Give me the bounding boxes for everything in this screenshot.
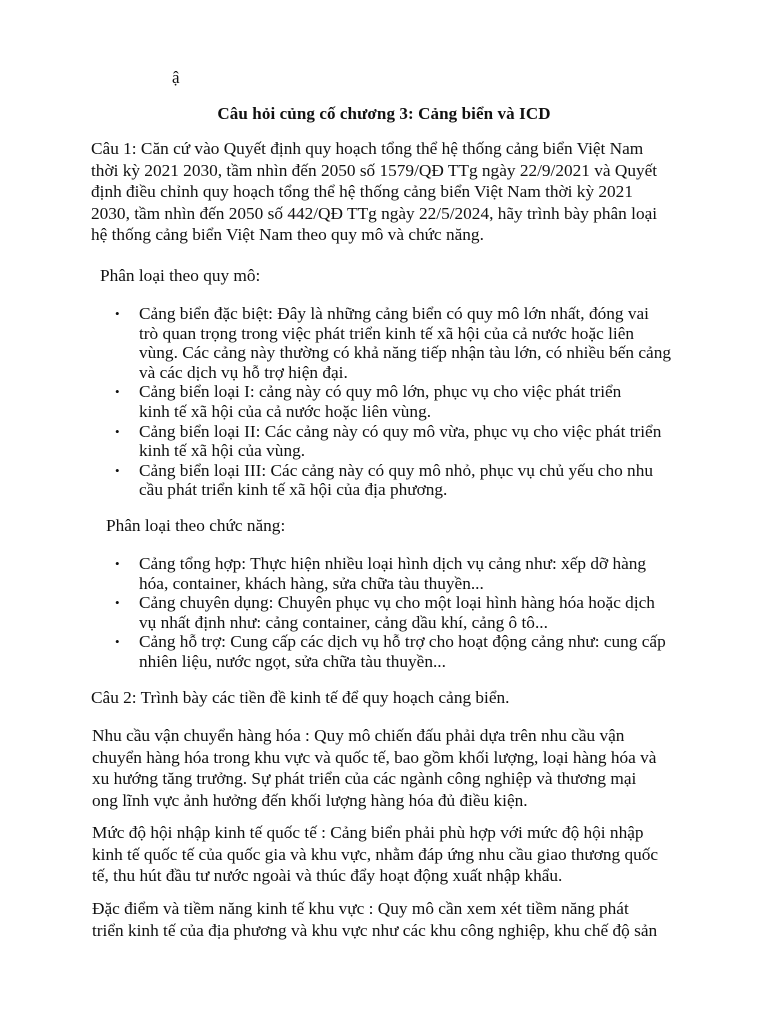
list-item-line: hóa, container, khách hàng, sửa chữa tàu thuyền... [139,573,484,593]
section-heading-scale: Phân loại theo quy mô: [100,266,261,285]
scale-list [115,304,672,500]
section-heading-function: Phân loại theo chức năng: [106,516,286,535]
stray-character: ậ [172,68,180,87]
list-item-line: Cảng tổng hợp: Thực hiện nhiều loại hình dịch vụ cảng như: xếp dỡ hàng [139,554,647,573]
list-item [115,632,666,671]
list-item [115,460,671,500]
paragraph-line: triển kinh tế của địa phương và khu vực như các khu công nghiệp, khu chế độ sản [92,920,658,940]
bullet-icon: • [115,556,120,571]
paragraph-line: tế, thu hút đầu tư nước ngoài và thúc đẩy hoạt động xuất nhập khẩu. [92,866,563,885]
question-1-line: 2030, tầm nhìn đến 2050 số 442/QĐ TTg ngày 22/5/2024, hãy trình bày phân loại [91,203,658,223]
bullet-icon: • [115,306,120,321]
question-1-line: Câu 1: Căn cứ vào Quyết định quy hoạch tổng thể hệ thống cảng biển Việt Nam [91,139,644,158]
paragraph-regional-potential [92,898,657,941]
list-item-line: Cảng biển loại II: Các cảng này có quy mô vừa, phục vụ cho việc phát triển [139,421,662,441]
question-1-line: định điều chỉnh quy hoạch tổng thể hệ thống cảng biển Việt Nam thời kỳ 2021 [91,182,633,201]
list-item-line: Cảng biển đặc biệt: Đây là những cảng biển có quy mô lớn nhất, đóng vai [139,304,649,323]
paragraph-line: ong lĩnh vực ảnh hưởng đến khối lượng hàng hóa đủ điều kiện. [92,790,528,810]
list-item-line: nhiên liệu, nước ngọt, sửa chữa tàu thuyền... [139,651,446,671]
bullet-icon: • [115,634,120,650]
list-item [115,382,671,421]
list-item-line: Cảng chuyên dụng: Chuyên phục vụ cho một loại hình hàng hóa hoặc dịch [139,593,655,613]
paragraph-line: xu hướng tăng trưởng. Sự phát triển của các ngành công nghiệp và thương mại [92,769,637,788]
paragraph-line: kinh tế quốc tế của quốc gia và khu vực, nhằm đáp ứng nhu cầu giao thương quốc [92,844,659,864]
paragraph-line: Mức độ hội nhập kinh tế quốc tế : Cảng biển phải phù hợp với mức độ hội nhập [92,823,644,842]
bullet-icon: • [115,595,120,611]
paragraph-line: Nhu cầu vận chuyển hàng hóa : Quy mô chiến đấu phải dựa trên nhu cầu vận [92,726,625,745]
list-item-line: trò quan trọng trong việc phát triển kinh tế xã hội của cả nước hoặc liên [139,323,635,343]
list-item-line: và các dịch vụ hỗ trợ hiện đại. [139,362,348,382]
list-item-line: Cảng hỗ trợ: Cung cấp các dịch vụ hỗ trợ cho hoạt động cảng như: cung cấp [139,632,666,652]
bullet-icon: • [115,384,120,400]
list-item-line: kinh tế xã hội của vùng. [139,441,306,461]
bullet-icon: • [115,462,120,478]
paragraph-line: chuyển hàng hóa trong khu vực và quốc tế, bao gồm khối lượng, loại hàng hóa và [92,747,657,767]
list-item [115,593,666,632]
list-item-line: cầu phát triển kinh tế xã hội của địa phương. [139,480,448,500]
list-item [115,304,672,382]
paragraph-line: Đặc điểm và tiềm năng kinh tế khu vực : Quy mô cần xem xét tiềm năng phát [92,899,629,918]
function-list [115,554,666,672]
bullet-icon: • [115,423,120,439]
paragraph-economic-integration [92,822,658,887]
question-2: Câu 2: Trình bày các tiền đề kinh tế để quy hoạch cảng biển. [91,688,510,707]
list-item-line: vụ nhất định như: cảng container, cảng dầu khí, cảng ô tô... [139,612,548,632]
list-item-line: vùng. Các cảng này thường có khả năng tiếp nhận tàu lớn, có nhiều bến cảng [139,343,672,363]
question-1 [91,138,657,246]
list-item-line: kinh tế xã hội của cả nước hoặc liên vùng. [139,401,432,421]
question-1-line: hệ thống cảng biển Việt Nam theo quy mô và chức năng. [91,225,484,244]
page-title: Câu hỏi củng cố chương 3: Cảng biển và ICD [217,104,551,123]
question-1-line: thời kỳ 2021 2030, tầm nhìn đến 2050 số 1579/QĐ TTg ngày 22/9/2021 và Quyết [91,160,658,180]
list-item [115,421,671,461]
paragraph-transport-demand [92,725,656,811]
list-item-line: Cảng biển loại I: cảng này có quy mô lớn, phục vụ cho việc phát triển [139,382,622,402]
list-item-line: Cảng biển loại III: Các cảng này có quy mô nhỏ, phục vụ chủ yếu cho nhu [139,460,653,480]
list-item [115,554,666,593]
